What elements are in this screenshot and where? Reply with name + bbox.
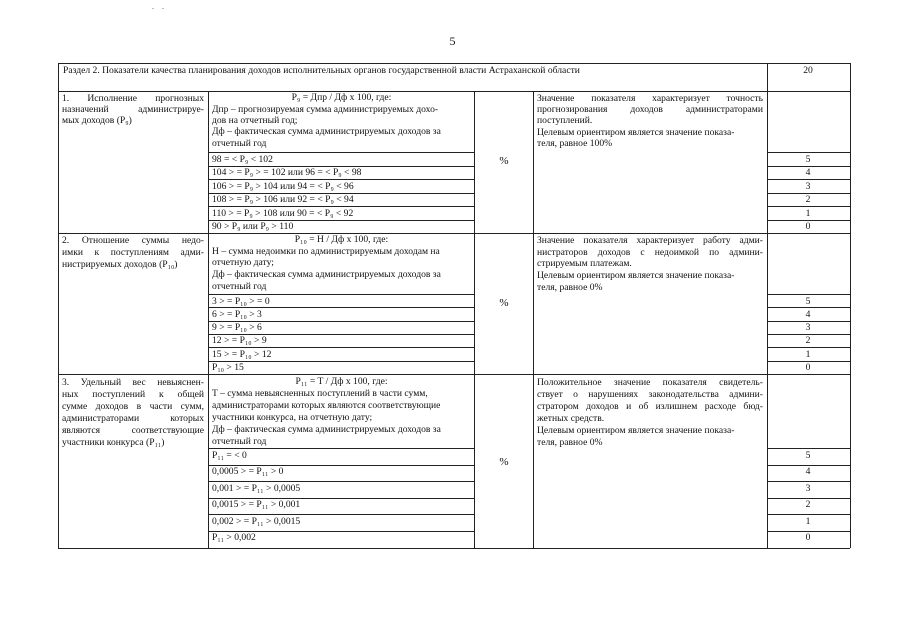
criterion-score: 4 [805,308,811,320]
indicator-unit: % [499,155,509,167]
criterion-condition: 104 > = P₉ > = 102 или 96 = < P₉ < 98 [212,167,362,178]
criterion-score: 2 [805,499,811,510]
criterion-score: 5 [805,153,811,165]
indicator-name-line: нистрируемых доходов (P₁₀) [62,259,178,270]
indicator-name-line: участники конкурса (P₁₁) [62,437,165,448]
indicator-formula: P₁₁ = T / Дф x 100, где: [295,376,388,387]
criterion-condition: 0,001 > = P₁₁ > 0,0005 [212,482,301,494]
criterion-condition: 9 > = P₁₀ > 6 [212,322,262,334]
indicator-comment-line: теля, равное 100% [537,138,613,149]
indicator-name-line: администраторами которых [62,413,204,424]
indicator-unit: % [499,456,509,468]
indicator-name-line: назначений администрируе- [62,104,204,115]
table-bottom-border [58,548,850,549]
indicator-name-line: 2. Отношение суммы недо- [62,235,204,246]
formula-definition: Дф – фактическая сумма администрируемых доходов за [212,424,441,435]
formula-definition: администраторами которых являются соответствующие [212,400,441,411]
criterion-score: 0 [805,221,811,232]
formula-definition: дов на отчетный год; [212,115,298,126]
table-right-border [850,63,851,548]
formula-definition: T – сумма невыясненных поступлений в части сумм, [212,388,428,399]
indicator-name-line: 3. Удельный вес невыяснен- [62,377,204,388]
criterion-score: 2 [805,194,811,205]
formula-definition: отчетный год [212,436,267,447]
formula-definition: Дпр – прогнозируемая сумма администрируемых дохо- [212,104,439,115]
criterion-condition: 110 > = P₉ > 108 или 90 = < P₉ < 92 [212,207,354,219]
indicator-unit: % [499,297,509,309]
criterion-condition: P₁₁ > 0,002 [212,532,256,543]
formula-definition: участники конкурса, на отчетную дату; [212,412,373,423]
criterion-condition: 106 > = P₉ > 104 или 94 = < P₉ < 96 [212,180,354,192]
criteria-separator [208,448,474,449]
scan-speck [162,8,164,9]
criterion-score: 4 [805,167,811,178]
formula-definition: отчетную дату; [212,257,274,268]
criterion-score: 0 [805,532,811,543]
indicator-comment-line: жетных средств. [537,413,605,424]
criterion-score: 0 [805,362,811,373]
criterion-condition: P₁₀ > 15 [212,362,244,373]
criterion-condition: 90 > P₉ или P₉ > 110 [212,221,294,232]
criterion-score: 5 [805,449,811,461]
indicator-comment-line: теля, равное 0% [537,282,603,293]
formula-definition: Дф – фактическая сумма администрируемых доходов за [212,269,441,280]
criterion-condition: 3 > = P₁₀ > = 0 [212,295,270,307]
formula-definition: H – сумма недоимки по администрируемым доходам на [212,246,440,257]
indicator-formula: P₁₀ = H / Дф x 100, где: [294,234,389,245]
criterion-score: 3 [805,322,811,334]
indicator-comment-line: теля, равное 0% [537,437,603,448]
indicator-name-line: сумме доходов в части сумм, [62,401,204,412]
criterion-score: 1 [805,348,811,360]
indicator-comment-line: стратором доходов и об излишнем расходе бюд- [537,401,763,412]
formula-definition: Дф – фактическая сумма администрируемых доходов за [212,126,441,137]
criterion-condition: 98 = < P₉ < 102 [212,153,273,165]
indicator-comment-line: Целевым ориентиром является значение показа- [537,127,735,138]
criterion-condition: 0,002 > = P₁₁ > 0,0015 [212,515,301,527]
criteria-separator [208,361,474,362]
indicator-comment-line: поступлений. [537,115,593,126]
criterion-score: 5 [805,295,811,307]
indicator-comment-line: Значение показателя характеризует работу адми- [537,235,763,246]
criterion-score: 1 [805,207,811,219]
table-left-border [58,63,59,548]
indicator-name-line: 1. Исполнение прогнозных [62,93,204,104]
indicator-comment-line: стрируемым платежам. [537,258,632,269]
indicator-name-line: ных поступлений к общей [62,389,204,400]
indicator-comment-line: прогнозирования доходов администраторами [537,104,763,115]
criterion-score: 4 [805,466,811,477]
block-separator [58,374,850,375]
indicator-comment-line: Положительное значение показателя свидетель- [537,377,763,388]
indicator-comment-line: ствует о нарушениях законодательства админи- [537,389,763,400]
criterion-score: 3 [805,180,811,192]
criterion-condition: 0,0005 > = P₁₁ > 0 [212,466,284,477]
formula-definition: отчетный год [212,138,267,149]
criterion-condition: 6 > = P₁₀ > 3 [212,308,262,320]
indicator-name-line: имки к поступлениям адми- [62,247,204,258]
indicator-name-line: мых доходов (P₉) [62,115,132,126]
indicator-formula: P₉ = Дпр / Дф x 100, где: [291,92,392,103]
section-title: Раздел 2. Показатели качества планирования доходов исполнительных органов государственной власти Астраханской области [63,65,580,76]
criterion-score: 1 [805,515,811,527]
page-number: 5 [449,34,456,48]
section-score: 20 [803,65,813,76]
formula-definition: отчетный год [212,281,267,292]
criterion-condition: 12 > = P₁₀ > 9 [212,335,267,347]
criterion-score: 2 [805,335,811,347]
indicator-comment-line: Целевым ориентиром является значение показа- [537,425,735,436]
criterion-condition: 108 > = P₉ > 106 или 92 = < P₉ < 94 [212,194,354,205]
criterion-condition: 15 > = P₁₀ > 12 [212,348,272,360]
criterion-condition: 0,0015 > = P₁₁ > 0,001 [212,499,301,510]
indicator-name-line: являются соответствующие [62,425,204,436]
column-divider [208,91,209,548]
scan-speck [152,8,154,9]
indicator-comment-line: нистраторов доходов с недоимкой по админи- [537,247,763,258]
indicator-comment-line: Целевым ориентиром является значение показа- [537,270,735,281]
table-top-border [58,63,850,64]
criterion-score: 3 [805,482,811,494]
criterion-condition: P₁₁ = < 0 [212,449,247,461]
indicator-comment-line: Значение показателя характеризует точность [537,93,763,104]
